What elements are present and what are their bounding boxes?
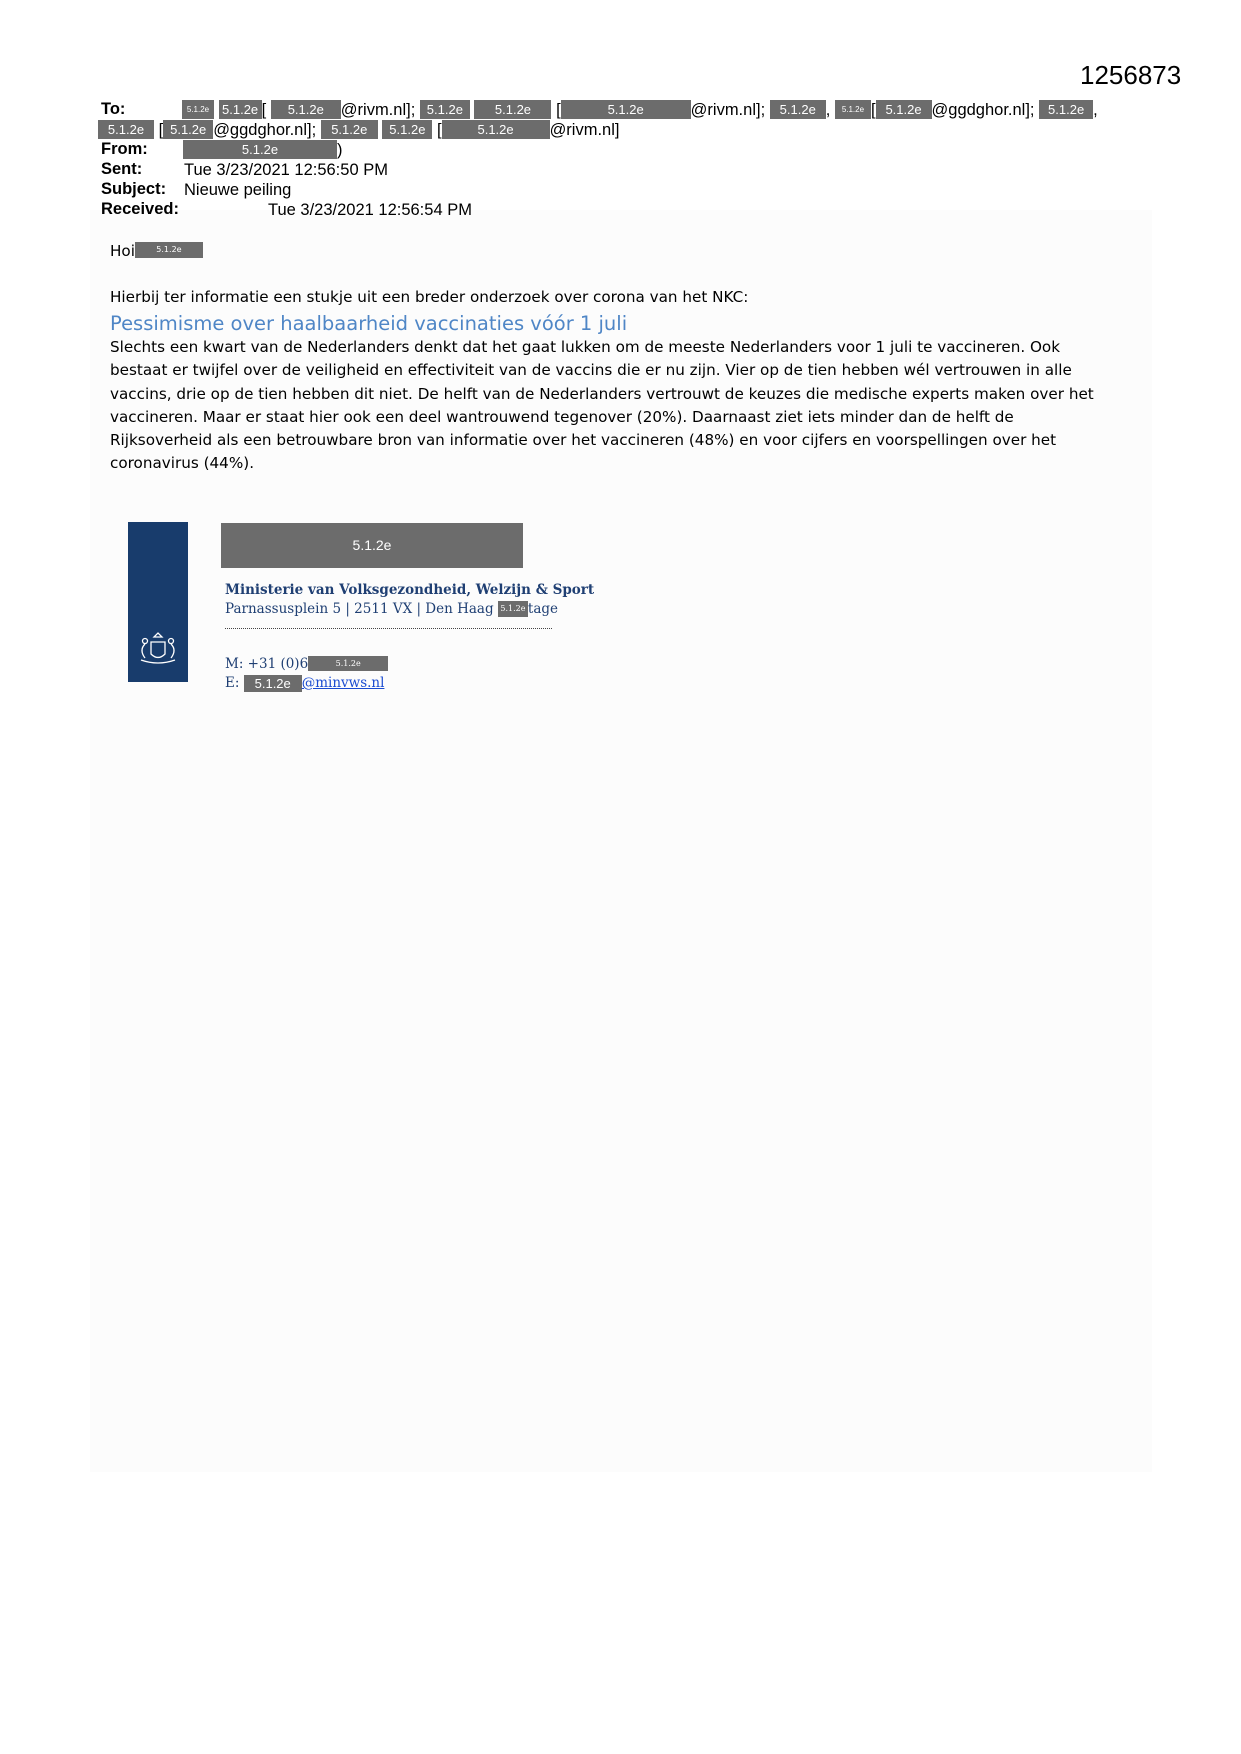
subject-label: Subject: [101,180,167,198]
bracket: [ [870,101,876,119]
redaction: 5.1.2e [219,100,262,119]
bracket: [ [261,101,267,119]
subject-value: Nieuwe peiling [184,181,292,199]
signature-name-redaction: 5.1.2e [221,523,523,568]
intro-text: Hierbij ter informatie een stukje uit een breder onderzoek over corona van het NKC: [110,288,749,306]
to-recipients-line1 [182,100,1098,120]
redaction: 5.1.2e [835,100,871,119]
ministry-name: Ministerie van Volksgezondheid, Welzijn & Sport [225,582,595,598]
bracket: [ [158,121,164,139]
redaction: 5.1.2e [183,140,337,159]
from-value [183,140,343,160]
redaction: 5.1.2e [182,100,214,119]
to-label: To: [101,100,126,118]
redaction: 5.1.2e [308,656,388,671]
received-label: Received: [101,200,179,218]
bracket: [ [436,121,442,139]
redaction: 5.1.2e [420,100,470,119]
phone-line [225,656,388,672]
redaction: 5.1.2e [498,601,528,617]
redaction: 5.1.2e [135,242,203,258]
paragraph-line: Rijksoverheid als een betrouwbare bron van informatie over het vaccineren (48%) en voor cijfers en voorspellingen over het [110,431,1057,450]
redaction: 5.1.2e [442,120,550,139]
email-domain-ggdghor: @ggdghor.nl]; [213,121,317,139]
address-suffix: tage [527,601,559,617]
redaction: 5.1.2e [770,100,826,119]
redaction: 5.1.2e [271,100,341,119]
paragraph-line: coronavirus (44%). [110,454,255,473]
comma: , [825,101,831,119]
redaction: 5.1.2e [474,100,551,119]
email-prefix: E: [225,675,240,691]
redaction: 5.1.2e [876,100,932,119]
signature-divider [225,628,552,629]
email-domain-rivm: @rivm.nl]; [690,101,766,119]
to-recipients-line2 [98,120,619,140]
email-domain-rivm: @rivm.nl]; [340,101,416,119]
redaction: 5.1.2e [321,120,378,139]
coat-of-arms-icon [133,628,183,668]
phone-prefix: M: +31 (0)6 [225,656,309,672]
paragraph-line: vaccineren. Maar er staat hier ook een deel wantrouwend tegenover (20%). Daarnaast ziet iets minder dan de helft de [110,407,1014,426]
email-link[interactable]: @minvws.nl [301,675,385,691]
sent-value: Tue 3/23/2021 12:56:50 PM [184,161,388,179]
email-line [225,675,384,692]
redaction: 5.1.2e [382,120,432,139]
close-paren: ) [337,141,343,159]
comma: , [1093,101,1098,119]
article-headline: Pessimisme over haalbaarheid vaccinaties vóór 1 juli [110,312,628,335]
redaction: 5.1.2e [561,100,691,119]
address-text: Parnassusplein 5 | 2511 VX | Den Haag [225,601,494,617]
ministry-address [225,601,558,617]
from-label: From: [101,140,148,158]
sent-label: Sent: [101,160,143,178]
bracket: [ [556,101,561,119]
greeting-line [110,242,203,260]
email-domain-ggdghor: @ggdghor.nl]; [931,101,1035,119]
paragraph-line: bestaat er twijfel over de veiligheid en effectiviteit van de vaccins die er nu zijn. Vier op de tien hebben wél vertrouwen in alle [110,361,1072,380]
document-number: 1256873 [1080,60,1182,90]
paragraph-line: Slechts een kwart van de Nederlanders denkt dat het gaat lukken om de meeste Nederlanders voor 1 juli te vaccineren. Ook [110,338,1061,356]
email-domain-rivm: @rivm.nl] [549,121,620,139]
paragraph-line: vaccins, drie op de tien hebben dit niet. De helft van de Nederlanders vertrouwt de keuzes die medische experts maken over het [110,384,1094,403]
article-paragraph [110,336,1120,476]
redaction: 5.1.2e [98,120,154,139]
redaction: 5.1.2e [1039,100,1093,119]
redaction: 5.1.2e [244,675,302,692]
received-value: Tue 3/23/2021 12:56:54 PM [268,201,472,219]
greeting: Hoi [110,242,135,260]
redaction: 5.1.2e [163,120,213,139]
